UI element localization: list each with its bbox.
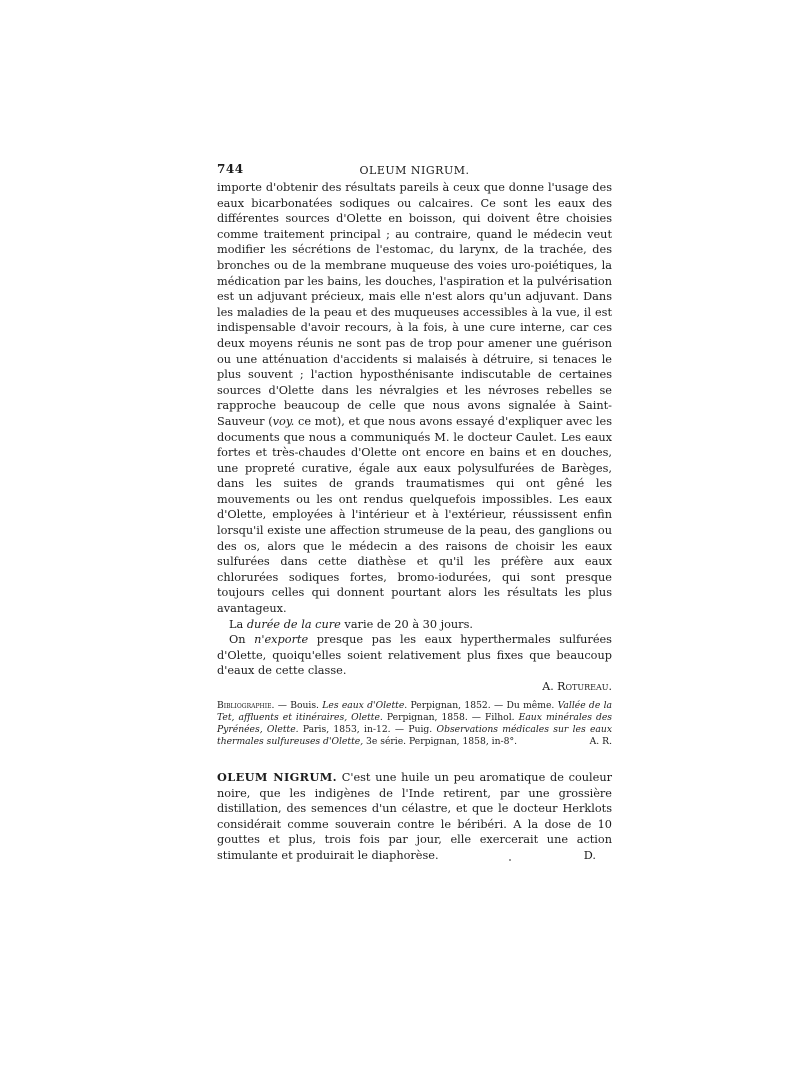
paragraph: importe d'obtenir des résultats pareils à ceux que donne l'usage des eaux bicarbonatées sodiques ou calcaires. Ce sont les eaux des différentes sources d'Olette en boisson, qui doivent être choisies comme traitement principal ; au contraire, quand le médecin veut modifier les sécrétions de l'estomac, du larynx, de la trachée, des bronches ou de la membrane muqueuse des voies uro-poiétiques, la médication par les bains, les douches, l'aspiration et la pulvérisation est un adjuvant précieux, mais elle n'est alors qu'un adjuvant. Dans les maladies de la peau et des muqueuses accessibles à la vue, il est indispensable d'avoir recours, à la fois, à une cure interne, car ces deux moyens réunis ne sont pas de trop pour amener une guérison ou une atténuation d'accidents si malaisés à détruire, si tenaces le plus souvent ; l'action hyposthénisante indiscutable de certaines sources d'Olette dans les névralgies et les névroses rebelles se rapproche beaucoup de celle que nous avons signalée à Saint-Sauveur (voy. ce mot), et que nous avons essayé d'expliquer avec les documents que nous a communiqués M. le docteur Caulet. Les eaux fortes et très-chaudes d'Olette ont encore en bains et en douches, une propreté curative, égale aux eaux polysulfurées de Barèges, dans les suites de grands traumatismes qui ont gêné les mouvements ou les ont rendus quelquefois impossibles. Les eaux d'Olette, employées à l'intérieur et à l'extérieur, réussissent enfin lorsqu'il existe une affection strumeuse de la peau, des ganglions ou des os, alors que le médecin a des raisons de choisir les eaux sulfurées dans cette diathèse et qu'il les préfère aux eaux chlorurées sodiques fortes, bromo-iodurées, qui sont presque toujours celles qui donnent pourtant alors les résultats les plus avantageux. xyxy=(217,181,612,616)
book-page xyxy=(217,158,612,875)
dictionary-entry: OLEUM NIGRUM. C'est une huile un peu aromatique de couleur noire, que les indigènes de l'Inde retirent, par une grossière distillation, des semences d'un célastre, et que le docteur Herklots considérait comme souverain contre le béribéri. A la dose de 10 gouttes et plus, trois fois par jour, elle exercerait une action stimulante et produirait le diaphorèse. D. xyxy=(217,770,613,862)
entry-signature: D. xyxy=(583,848,596,862)
running-head xyxy=(217,158,612,180)
paragraph-export: On n'exporte presque pas les eaux hyperthermales sulfurées d'Olette, quoiqu'elles soient relativement plus fixes que beaucoup d'eaux de cette classe. xyxy=(217,633,612,678)
bibliography: Bibliographie. — Bouis. Les eaux d'Olette. Perpignan, 1852. — Du même. Vallée de la Tet, affluents et itinéraires, Olette. Perpignan, 1858. — Filhol. Eaux minérales des Pyrénées, Olette. Paris, 1853, in-12. — Puig. Observations médicales sur les eaux thermales sulfureuses d'Olette, 3e série. Perpignan, 1858, in-8°. A. R. xyxy=(217,700,612,747)
bibliography-signature: A. R. xyxy=(589,736,612,747)
article-body xyxy=(217,180,612,695)
scan-speck xyxy=(509,859,511,861)
page-number: 744 xyxy=(217,162,244,176)
running-title: OLEUM NIGRUM. xyxy=(359,164,470,177)
paragraph-duration: La durée de la cure varie de 20 à 30 jours. xyxy=(229,617,473,631)
entry-headword: OLEUM NIGRUM. xyxy=(217,770,337,784)
author-signature: A. Rotureau. xyxy=(542,680,612,693)
